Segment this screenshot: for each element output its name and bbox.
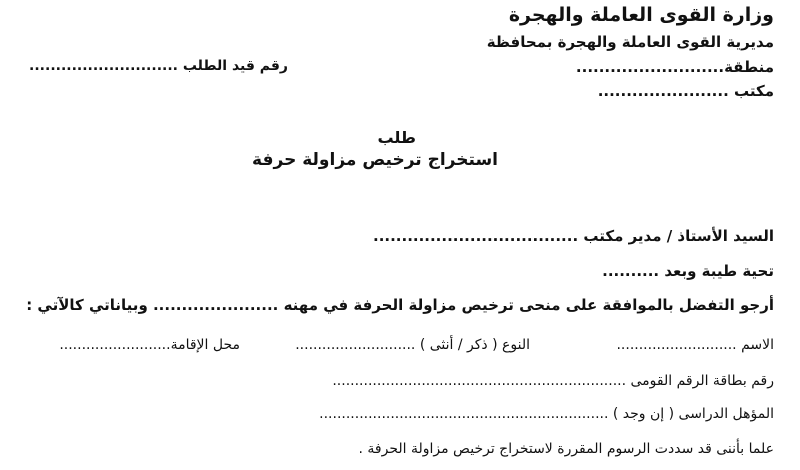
fees-note: علما بأننى قد سددت الرسوم المقررة لاستخراج ترخيص مزاولة الحرفة .	[358, 441, 774, 457]
gender-field: النوع ( ذكر / أنثى ) ...........................	[295, 337, 530, 353]
office-field: مكتب .......................	[597, 82, 774, 100]
region-field: منطقة..........................	[575, 58, 774, 76]
greeting-line: تحية طيبة وبعد ..........	[602, 262, 774, 280]
form-title: طلب	[377, 128, 416, 147]
addressee-line: السيد الأستاذ / مدير مكتب ....................................	[373, 227, 774, 245]
request-statement: أرجو التفضل بالموافقة على منحى ترخيص مزاولة الحرفة في مهنه ...................... وبياناتي كالآتي :	[26, 296, 774, 314]
national-id-field: رقم بطاقة الرقم القومى ..................................................................	[332, 373, 774, 389]
directorate-name: مديرية القوى العاملة والهجرة بمحافظة	[486, 33, 774, 51]
residence-field: محل الإقامة.........................	[59, 337, 240, 353]
request-number-label: رقم قيد الطلب ............................	[29, 58, 288, 74]
qualification-field: المؤهل الدراسى ( إن وجد ) .................................................................	[319, 406, 774, 422]
form-subtitle: استخراج ترخيص مزاولة حرفة	[252, 150, 498, 170]
ministry-name: وزارة القوى العاملة والهجرة	[508, 4, 774, 26]
name-field: الاسم ...........................	[616, 337, 774, 353]
